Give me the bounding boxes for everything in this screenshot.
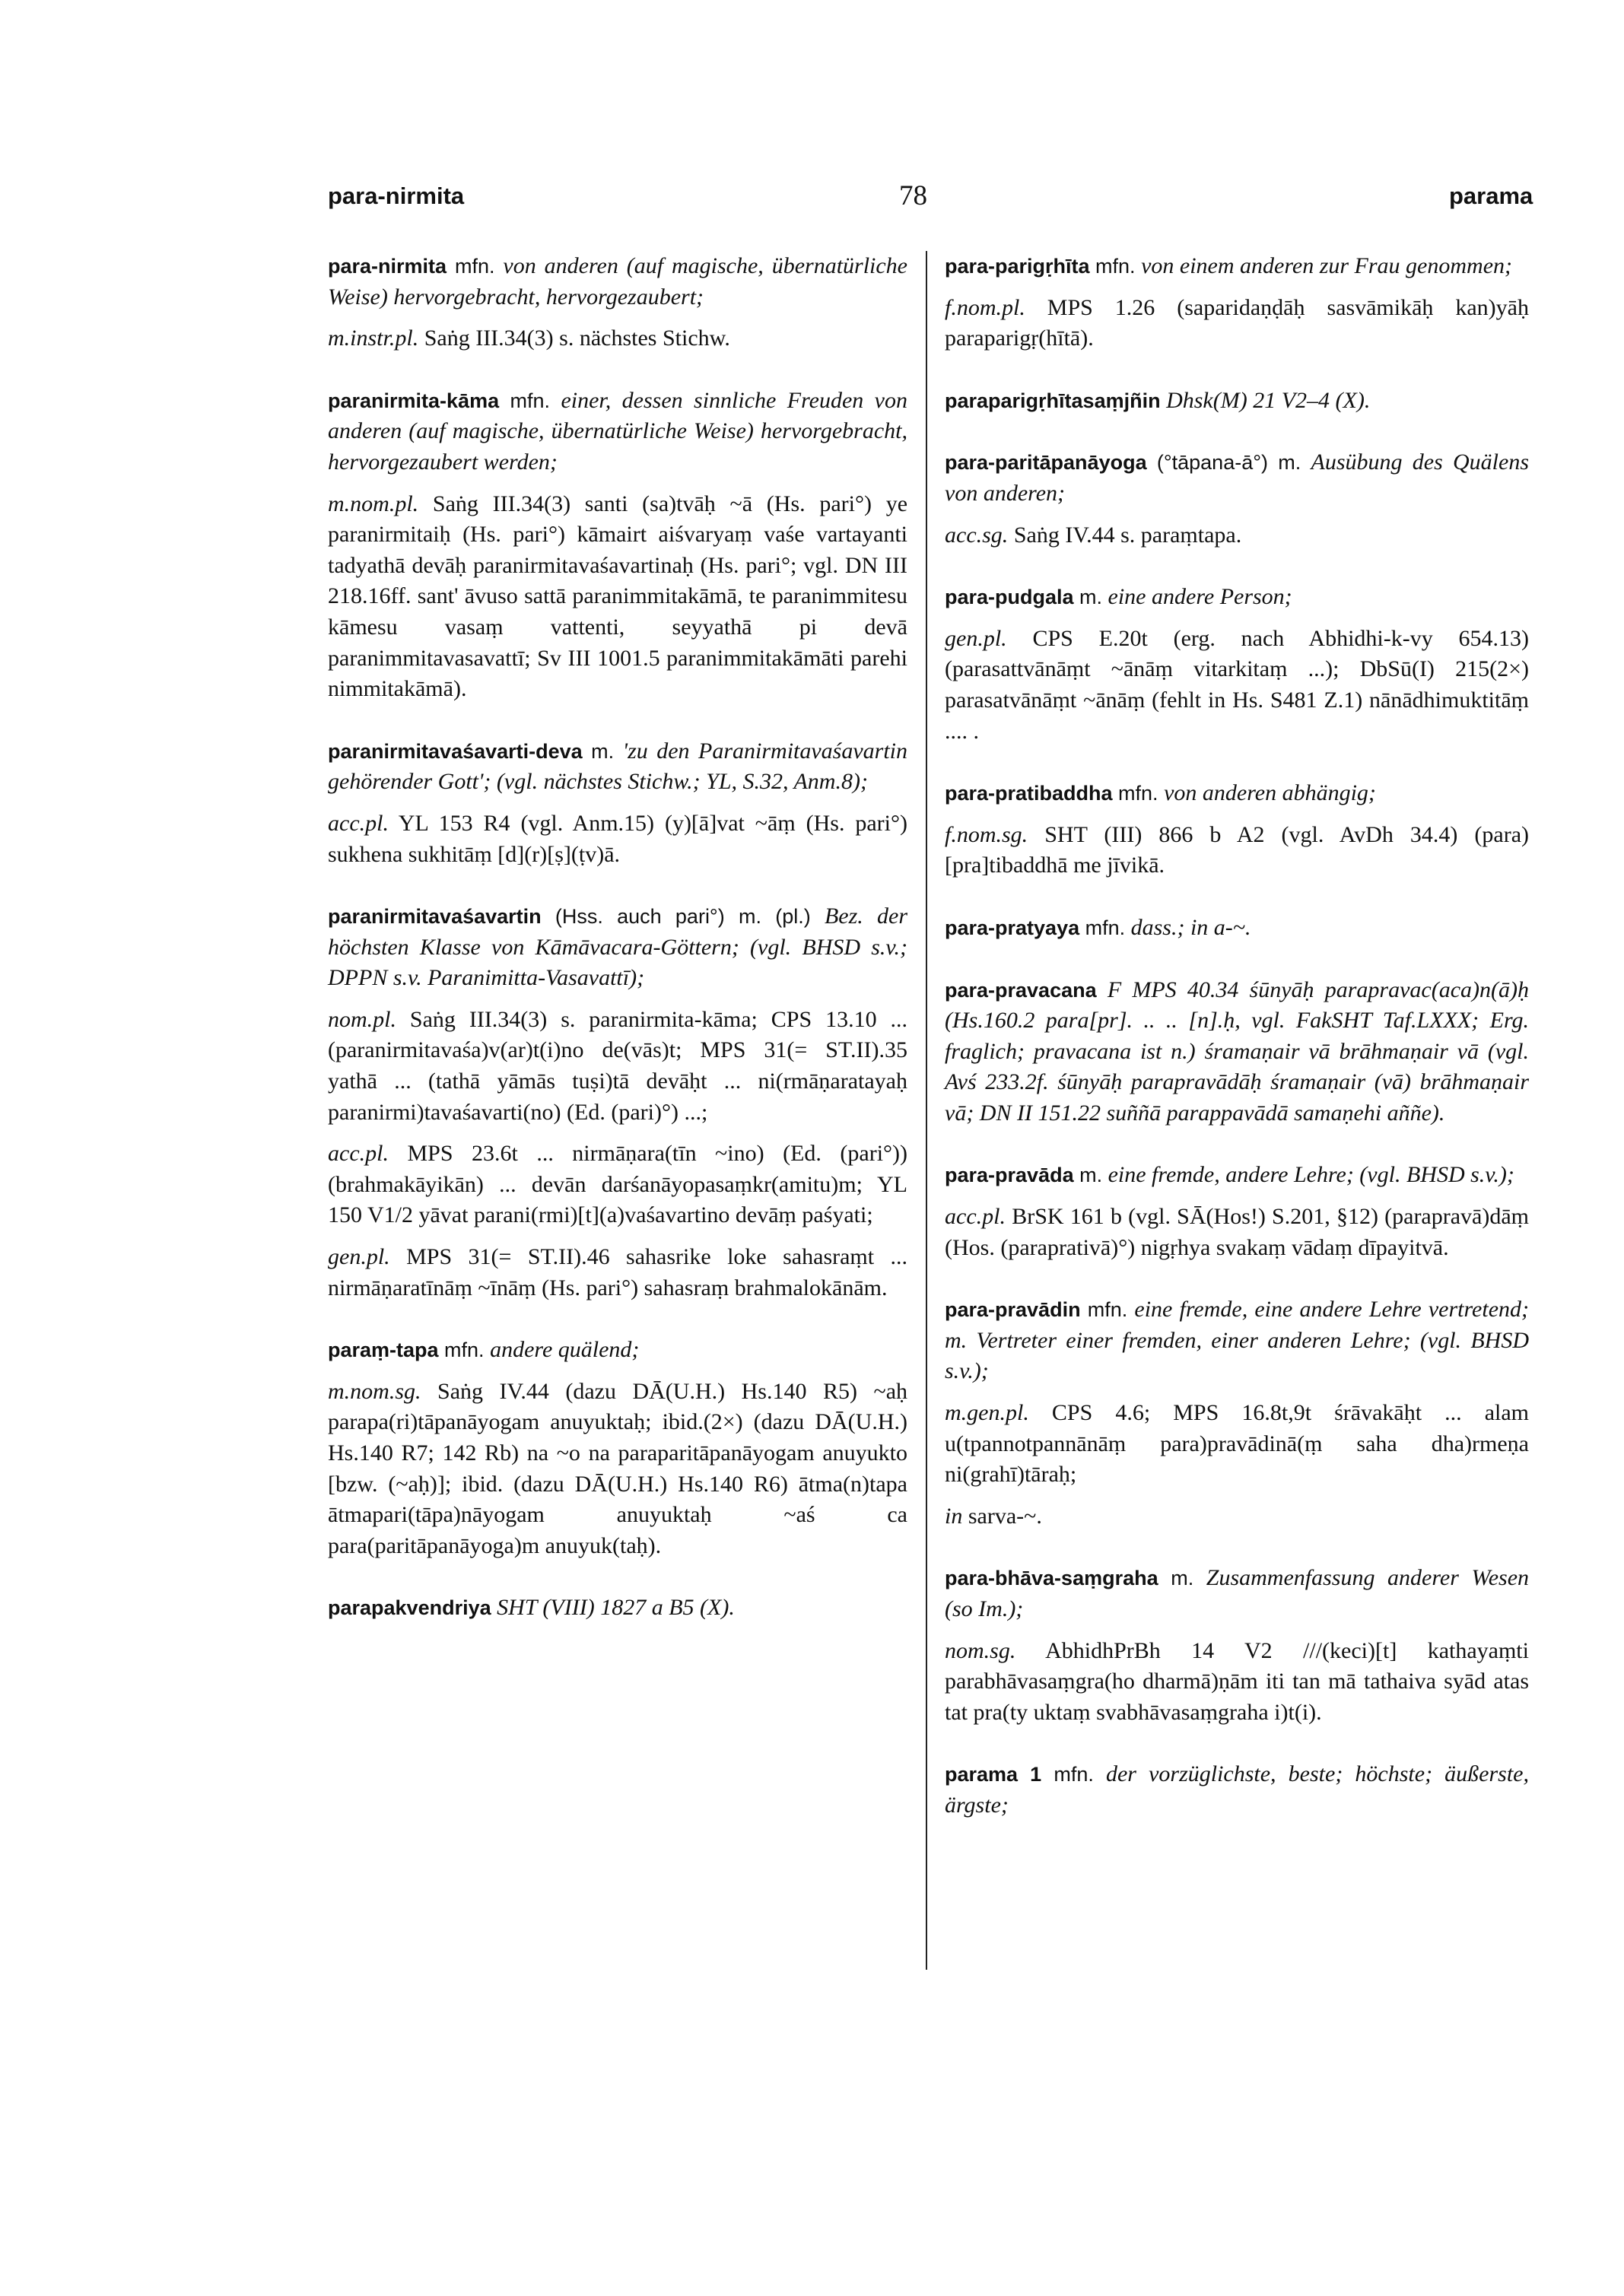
left-column <box>328 251 907 1655</box>
dictionary-entry <box>328 251 907 354</box>
citation <box>328 808 907 870</box>
entry-lemma-line <box>945 778 1529 809</box>
grammar-label: m. <box>1171 1567 1194 1590</box>
headword: para-pratyaya <box>945 916 1080 939</box>
citation-text: Saṅg III.34(3) santi (sa)tvāḥ ~ā (Hs. pari°) ye paranirmitaiḥ (Hs. pari°) kāmairt aiśvaryaṃ vaśe vartayanti tadyathā devāḥ paranirmitavaśavartinaḥ (Hs. pari°; vgl. DN III 218.16ff. sant' āvuso sattā paranimmitakāmā, te paranimmitesu kāmesu vasaṃ vattenti, seyyathā pi devā paranimmitavasavattī; Sv III 1001.5 paranimmitakāmāti parehi nimmitakāmā). <box>328 491 908 702</box>
citation-form: acc.pl. <box>328 1141 389 1167</box>
citation <box>945 1398 1529 1491</box>
entry-lemma-line <box>945 975 1529 1129</box>
headword: para-pudgala <box>945 586 1074 609</box>
citation-form: m.nom.sg. <box>328 1378 421 1404</box>
headword: para-parigṛhīta <box>945 255 1090 278</box>
definition: andere quälend; <box>490 1337 640 1363</box>
entry-lemma-line <box>328 386 907 478</box>
citation-form: nom.sg. <box>945 1637 1016 1663</box>
dictionary-entry <box>328 736 907 870</box>
entry-lemma-line <box>328 736 907 798</box>
dictionary-entry <box>945 778 1529 881</box>
grammar-label: (Hss. auch pari°) m. (pl.) <box>555 905 811 929</box>
citation-text: sarva-~. <box>968 1503 1042 1529</box>
grammar-label: m. <box>591 739 615 763</box>
dictionary-entry <box>328 1593 907 1624</box>
definition: von anderen abhängig; <box>1164 780 1376 806</box>
headword: paranirmitavaśavartin <box>328 905 542 929</box>
citation-form: gen.pl. <box>328 1244 390 1270</box>
entry-lemma-line <box>945 386 1529 417</box>
citation <box>945 520 1529 551</box>
grammar-label: mfn. <box>444 1339 485 1362</box>
headword: para-pratibaddha <box>945 782 1113 805</box>
definition: Dhsk(M) 21 V2–4 (X). <box>1166 387 1371 413</box>
grammar-label: mfn. <box>1118 782 1158 805</box>
citation-form: nom.pl. <box>328 1006 396 1032</box>
headword: para-pravāda <box>945 1164 1074 1187</box>
citation-text: BrSK 161 b (vgl. SĀ(Hos!) S.201, §12) (parapravā)dāṃ (Hos. (paraprativā)°) nigṛhya svakaṃ vādaṃ dīpayitvā. <box>945 1204 1530 1260</box>
definition: eine fremde, andere Lehre; (vgl. BHSD s.v.); <box>1108 1162 1514 1188</box>
citation-form: m.nom.pl. <box>328 491 419 516</box>
entry-lemma-line <box>328 251 907 313</box>
definition: dass.; in a-~. <box>1130 914 1251 940</box>
headword: para-paritāpanāyoga <box>945 451 1147 475</box>
dictionary-entry <box>945 1563 1529 1728</box>
citation-text: YL 153 R4 (vgl. Anm.15) (y)[ā]vat ~āṃ (Hs. pari°) sukhena sukhitāṃ [d](r)[ṣ](ṭv)ā. <box>328 810 907 867</box>
headword: para-pravacana <box>945 978 1097 1002</box>
dictionary-entry <box>328 901 907 1304</box>
definition: einer, dessen sinnliche Freuden von anderen (auf magische, übernatürliche Weise) hervorgebracht, hervorgezaubert werden; <box>328 387 907 475</box>
citation <box>328 323 907 354</box>
grammar-label: mfn. <box>1085 916 1126 939</box>
grammar-label: mfn. <box>454 255 495 278</box>
headword: para-nirmita <box>328 255 447 278</box>
guide-word-left: para-nirmita <box>328 183 465 209</box>
citation <box>328 1005 907 1128</box>
headword: paranirmita-kāma <box>328 389 500 412</box>
citation <box>328 1138 907 1231</box>
dictionary-entry <box>945 1294 1529 1532</box>
grammar-label: mfn. <box>1054 1763 1094 1786</box>
citation-text: AbhidhPrBh 14 V2 ///(keci)[t] kathayaṃti parabhāvasaṃgra(ho dharmā)ṇām iti tan mā tathaiva syād atas tat pra(ty uktaṃ svabhāvasaṃgraha i)t(i). <box>945 1637 1529 1725</box>
citation-form: gen.pl. <box>945 625 1007 651</box>
citation <box>945 1202 1529 1263</box>
dictionary-entry <box>945 1160 1529 1263</box>
entry-lemma-line <box>945 447 1529 509</box>
headword: paranirmitavaśavarti-deva <box>328 739 583 763</box>
definition: von anderen (auf magische, übernatürliche Weise) hervorgebracht, hervorgezaubert; <box>328 253 908 310</box>
headword: parama 1 <box>945 1763 1042 1786</box>
dictionary-entry <box>945 913 1529 944</box>
definition: SHT (VIII) 1827 a B5 (X). <box>497 1595 735 1621</box>
citation-text: SHT (III) 866 b A2 (vgl. AvDh 34.4) (para)[pra]tibaddhā me jīvikā. <box>945 821 1529 878</box>
entry-lemma-line <box>328 1335 907 1366</box>
citation <box>945 1501 1529 1532</box>
citation <box>328 1242 907 1304</box>
entry-lemma-line <box>328 901 907 994</box>
entry-lemma-line <box>945 1294 1529 1387</box>
citation-text: MPS 1.26 (saparidaṇḍāḥ sasvāmikāḥ kan)yāḥ paraparigṛ(hītā). <box>945 294 1529 351</box>
dictionary-entry <box>945 582 1529 747</box>
citation-text: MPS 31(= ST.II).46 sahasrike loke sahasraṃt ... nirmāṇaratīnāṃ ~īnāṃ (Hs. pari°) sahasraṃ brahmalokānām. <box>328 1244 908 1300</box>
column-divider <box>926 251 927 1970</box>
citation <box>328 1377 907 1562</box>
citation-form: in <box>945 1503 963 1529</box>
dictionary-entry <box>328 386 907 705</box>
citation-form: m.gen.pl. <box>945 1400 1029 1426</box>
entry-lemma-line <box>945 1759 1529 1821</box>
citation-form: f.nom.sg. <box>945 821 1028 847</box>
citation <box>945 820 1529 881</box>
citation <box>945 293 1529 354</box>
entry-lemma-line <box>945 251 1529 282</box>
entry-lemma-line <box>328 1593 907 1624</box>
citation-text: Saṅg IV.44 s. paraṃtapa. <box>1013 522 1242 548</box>
definition: eine andere Person; <box>1108 584 1292 610</box>
citation-form: acc.sg. <box>945 522 1009 548</box>
definition: der vorzüglichste, beste; höchste; äußerste, ärgste; <box>945 1761 1530 1818</box>
headword: para-bhāva-saṃgraha <box>945 1567 1158 1590</box>
citation <box>328 489 907 705</box>
headword: parapakvendriya <box>328 1596 491 1620</box>
definition: Zusammenfassung anderer Wesen (so Im.); <box>945 1565 1530 1621</box>
dictionary-entry <box>945 975 1529 1129</box>
grammar-label: mfn. <box>1087 1298 1128 1322</box>
grammar-label: m. <box>1079 1164 1103 1187</box>
grammar-label: mfn. <box>1095 255 1136 278</box>
citation-text: Saṅg IV.44 (dazu DĀ(U.H.) Hs.140 R5) ~aḥ parapa(ri)tāpanāyogam anuyuktaḥ; ibid.(2×) (dazu DĀ(U.H.) Hs.140 R7; 142 Rb) na ~o na paraparitāpanāyogam anuyukto [bzw. (~aḥ)]; ibid. (dazu DĀ(U.H.) Hs.140 R6) ātma(n)tapa ātmapari(tāpa)nāyogam anuyuktaḥ ~aś ca para(paritāpanāyoga)m anuyuk(taḥ). <box>328 1378 908 1558</box>
definition: von einem anderen zur Frau genommen; <box>1141 253 1513 278</box>
grammar-label: m. <box>1079 586 1103 609</box>
entry-lemma-line <box>945 1160 1529 1191</box>
dictionary-entry <box>945 386 1529 417</box>
citation-text: Saṅg III.34(3) s. nächstes Stichw. <box>424 326 730 351</box>
citation-text: Saṅg III.34(3) s. paranirmita-kāma; CPS 13.10 ... (paranirmitavaśa)v(ar)t(i)no de(vās)t; MPS 31(= ST.II).35 yathā ... (tathā yāmās tuṣi)tā devāḥt ... ni(rmāṇaratayaḥ paranirmi)tavaśavarti(no) (Ed. (pari)°) ...; <box>328 1006 908 1125</box>
entry-lemma-line <box>945 582 1529 613</box>
dictionary-entry <box>945 251 1529 354</box>
citation-form: m.instr.pl. <box>328 326 419 351</box>
definition: Ausübung des Quälens von anderen; <box>945 449 1529 506</box>
citation-form: acc.pl. <box>328 810 389 836</box>
entry-lemma-line <box>945 1563 1529 1624</box>
headword: para-pravādin <box>945 1298 1081 1322</box>
definition: eine fremde, eine andere Lehre vertretend; m. Vertreter einer fremden, einer anderen Lehre; (vgl. BHSD s.v.); <box>945 1297 1530 1384</box>
citation-form: f.nom.pl. <box>945 294 1025 320</box>
definition: 'zu den Paranirmitavaśavartin gehörender Gott'; (vgl. nächstes Stichw.; YL, S.32, Anm.8); <box>328 738 908 795</box>
citation <box>945 1636 1529 1729</box>
citation <box>945 624 1529 747</box>
citation-form: acc.pl. <box>945 1204 1006 1230</box>
headword: paraparigṛhītasaṃjñin <box>945 389 1161 412</box>
definition: F MPS 40.34 śūnyāḥ parapravac(aca)n(ā)ḥ (Hs.160.2 para[pr]. .. .. [n].ḥ, vgl. FakSHT Taf.LXXX; Erg. fraglich; pravacana ist n.) śramaṇair vā brāhmaṇair vā (vgl. Avś 233.2f. śūnyāḥ parapravādāḥ śramaṇair (vā) brāhmaṇair vā; DN II 151.22 suññā parappavādā samaṇehi aññe). <box>945 977 1530 1126</box>
entry-lemma-line <box>945 913 1529 944</box>
right-column <box>945 251 1529 1853</box>
citation-text: MPS 23.6t ... nirmāṇara(tīn ~ino) (Ed. (pari°)) (brahmakāyikān) ... devān darśanāyopasaṃkr(amitu)m; YL 150 V1/2 yāvat parani(rmi)[t](a)vaśavartino devāṃ paśyati; <box>328 1141 908 1228</box>
grammar-label: (°tāpana-ā°) m. <box>1156 451 1301 475</box>
page-number: 78 <box>899 180 927 211</box>
headword: paraṃ-tapa <box>328 1339 439 1362</box>
citation-text: CPS 4.6; MPS 16.8t,9t śrāvakāḥt ... alam u(tpannotpannānāṃ para)pravādinā(ṃ saha dha)rmeṇa ni(grahī)tāraḥ; <box>945 1400 1529 1488</box>
citation-text: CPS E.20t (erg. nach Abhidhi-k-vy 654.13) (parasattvānāṃt ~ānāṃ vitarkitaṃ ...); DbSū(I) 215(2×) parasatvānāṃt ~ānāṃ (fehlt in Hs. S481 Z.1) nānādhimuktitāṃ .... . <box>945 625 1529 744</box>
dictionary-entry <box>945 1759 1529 1821</box>
dictionary-entry <box>328 1335 907 1561</box>
grammar-label: mfn. <box>510 389 551 412</box>
guide-word-right: parama <box>1449 183 1533 209</box>
dictionary-entry <box>945 447 1529 551</box>
definition: Bez. der höchsten Klasse von Kāmāvacara-Göttern; (vgl. BHSD s.v.; DPPN s.v. Paranimitta-Vasavattī); <box>328 903 907 991</box>
